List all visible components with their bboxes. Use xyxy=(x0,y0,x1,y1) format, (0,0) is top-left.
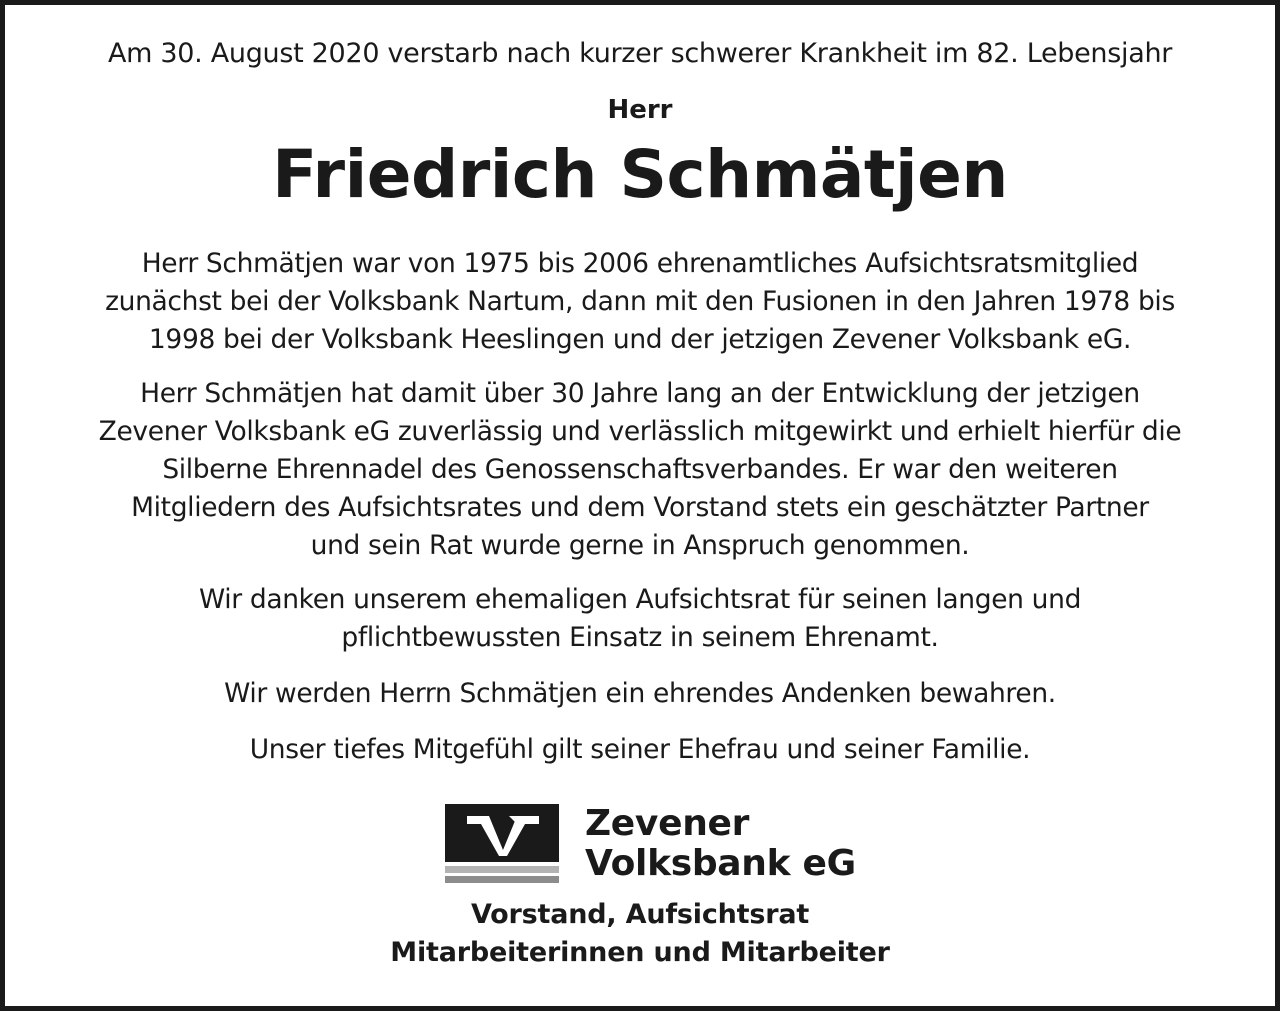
signature-block xyxy=(0,896,1280,972)
text-line: Herr Schmätjen hat damit über 30 Jahre lang an der Entwicklung der jetzigen xyxy=(140,378,1140,409)
honorific: Herr xyxy=(607,95,673,125)
text-line: Mitgliedern des Aufsichtsrates und dem Vorstand stets ein geschätzter Partner xyxy=(131,492,1149,523)
intro-line: Am 30. August 2020 verstarb nach kurzer schwerer Krankheit im 82. Lebensjahr xyxy=(107,38,1173,69)
text-line: 1998 bei der Volksbank Heeslingen und der jetzigen Zevener Volksbank eG. xyxy=(148,324,1132,355)
text-line: Unser tiefes Mitgefühl gilt seiner Ehefrau und seiner Familie. xyxy=(249,734,1031,765)
text-line: Silberne Ehrennadel des Genossenschaftsverbandes. Er war den weiteren xyxy=(162,454,1118,485)
bank-logo xyxy=(445,803,856,886)
text-line: pflichtbewussten Einsatz in seinem Ehrenamt. xyxy=(341,622,939,653)
logo-text-line: Volksbank eG xyxy=(585,843,856,884)
text-line: und sein Rat wurde gerne in Anspruch genommen. xyxy=(310,530,970,561)
paragraph-thanks xyxy=(80,581,1200,657)
deceased-name: Friedrich Schmätjen xyxy=(272,136,1008,213)
text-line: zunächst bei der Volksbank Nartum, dann mit den Fusionen in den Jahren 1978 bis xyxy=(105,286,1175,317)
paragraph-condolence xyxy=(80,731,1200,769)
notice-body xyxy=(80,245,1200,769)
paragraph-merits xyxy=(80,375,1200,565)
text-line: Wir danken unserem ehemaligen Aufsichtsrat für seinen langen und xyxy=(198,584,1082,615)
text-line: Zevener Volksbank eG zuverlässig und verlässlich mitgewirkt und erhielt hierfür die xyxy=(98,416,1182,447)
logo-text-line: Zevener xyxy=(585,803,750,844)
signature-line: Vorstand, Aufsichtsrat xyxy=(470,899,810,930)
paragraph-remembrance xyxy=(80,675,1200,713)
text-line: Wir werden Herrn Schmätjen ein ehrendes Andenken bewahren. xyxy=(224,678,1056,709)
text-line: Herr Schmätjen war von 1975 bis 2006 ehrenamtliches Aufsichtsratsmitglied xyxy=(141,248,1139,279)
volksbank-mark-icon xyxy=(445,804,559,884)
paragraph-tenure xyxy=(80,245,1200,359)
signature-line: Mitarbeiterinnen und Mitarbeiter xyxy=(390,937,890,968)
bank-logo-wordmark xyxy=(585,804,856,884)
